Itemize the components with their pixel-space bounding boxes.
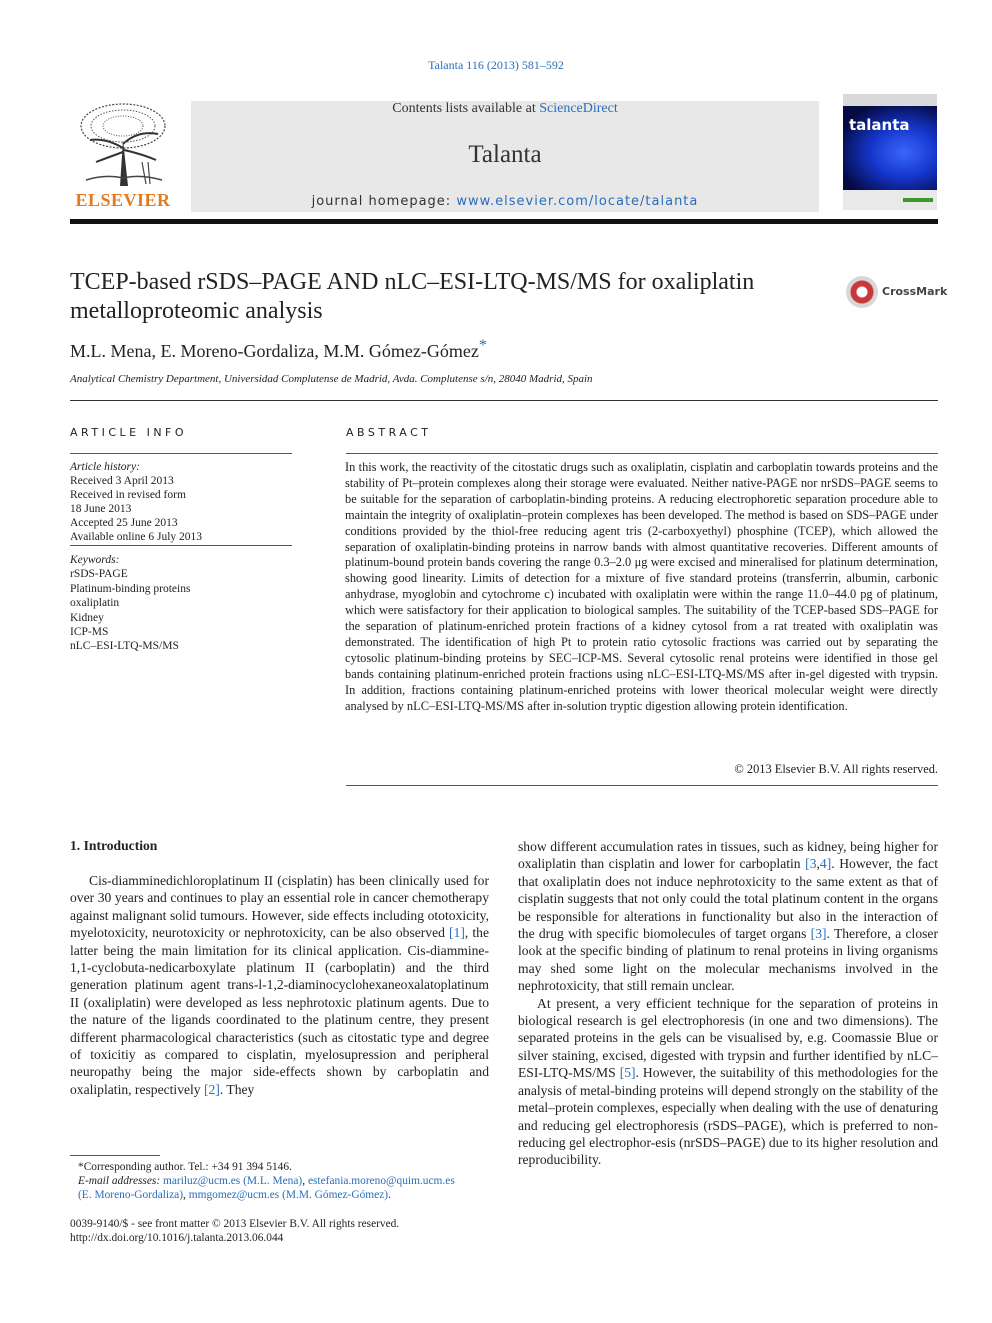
issn-doi (70, 1217, 489, 1245)
sciencedirect-link[interactable]: ScienceDirect (539, 101, 618, 116)
history-label: Article history: (70, 461, 140, 473)
author-names: M.L. Mena, E. Moreno-Gordaliza, M.M. Gómez-Gómez (70, 341, 479, 361)
footnotes (70, 1160, 489, 1203)
cover-top-strip (843, 94, 937, 106)
email-addresses (70, 1174, 489, 1202)
email-label: E-mail addresses: (78, 1175, 163, 1188)
crossmark-label: CrossMark (882, 285, 948, 298)
journal-citation[interactable]: Talanta 116 (2013) 581–592 (428, 58, 564, 72)
cover-green-bar (903, 198, 933, 202)
text: . (388, 1189, 391, 1202)
affiliation-rule (70, 400, 938, 401)
history-item: Available online 6 July 2013 (70, 531, 203, 543)
contents-line (191, 101, 819, 117)
homepage-line (191, 194, 819, 209)
keyword: ICP-MS (70, 626, 109, 639)
email-link[interactable]: mariluz@ucm.es (M.L. Mena) (163, 1175, 303, 1188)
text: . However, the fact that oxaliplatin does not induce nephrotoxicity to the same extent as that of cisplatin suggests that not only could the total platinum content in the organs be responsible for alterations in functionality but also in the interaction of the drug with specific biomolecules of target organs (518, 856, 938, 942)
email-link[interactable]: mmgomez@ucm.es (M.M. Gómez-Gómez) (188, 1189, 389, 1202)
doi-link[interactable]: http://dx.doi.org/10.1016/j.talanta.2013.06.044 (70, 1232, 284, 1245)
issn-line: 0039-9140/$ - see front matter © 2013 Elsevier B.V. All rights reserved. (70, 1218, 400, 1230)
keywords-rule (70, 545, 292, 546)
body-column-left (70, 872, 489, 1098)
citation-ref[interactable]: [1] (449, 925, 465, 941)
citation-ref[interactable]: 4] (819, 856, 832, 872)
history-item: 18 June 2013 (70, 503, 132, 515)
elsevier-tree-icon (76, 100, 170, 186)
text: , the latter being the main limitation for its clinical application. Cis-diammine-1,1-cyclobuta-nedicarboxylate platinum II (carboplatin) and the third generation platinum agent trans-l-1,2-diaminocyclohexaneoxalatoplatinum II (oxaliplatin) were developed as less nephrotoxic platinum agents. Due to the nature of the ligands coordinated to the platinum centre, they present different pharmacological characteristics (such as citostatic type and degree of toxicitiy as compared to cisplatin, myelosupression and peripheral neuropathy being the major side-effects shown by carboplatin and oxaliplatin, respectively (70, 925, 489, 1097)
keywords (70, 553, 292, 654)
keyword: oxaliplatin (70, 597, 120, 610)
text: Cis-diamminedichloroplatinum II (cisplatin) has been clinically used for over 30 years and continues to play an essential role in cancer chemotherapy against malignant solid tumours. However, side effects including ototoxicity, myelotoxicity, neurotoxicity or nephrotoxicity, can be also observed (70, 873, 489, 941)
text: . They (219, 1081, 255, 1097)
email-link[interactable]: estefania.moreno@quim.ucm.es (307, 1175, 455, 1188)
section-heading-introduction: 1. Introduction (70, 838, 158, 853)
paragraph (518, 838, 938, 995)
article-info-heading: ARTICLE INFO (70, 426, 188, 439)
keyword: rSDS-PAGE (70, 568, 128, 581)
journal-cover[interactable] (843, 94, 937, 210)
text: At present, a very efficient technique for the separation of proteins in biological research is gel electrophoresis (in one and two dimensions). The separated proteins in the gels can be visualised by, e.g. Coomassie Blue or silver staining, excised, digested with trypsin and further identified by nLC–ESI-LTQ-MS/MS (518, 995, 938, 1081)
citation-ref[interactable]: [5] (619, 1065, 636, 1081)
keyword: Kidney (70, 611, 104, 624)
citation-ref[interactable]: [3] (810, 926, 827, 942)
history-item: Received 3 April 2013 (70, 475, 174, 487)
email-link[interactable]: (E. Moreno-Gordaliza) (78, 1189, 184, 1202)
text: . However, the suitability of this methodologies for the analysis of metal-binding proteins will depend strongly on the stability of the metal–protein complexes, especially when dealing with the use of denaturing and reducing gel electrophoresis (rSDS–PAGE), which is preferred to non-reducing gel electrophor-esis (nrSDS–PAGE) due to its higher resolution and reproducibility. (518, 1065, 938, 1168)
homepage-link[interactable]: www.elsevier.com/locate/talanta (456, 194, 699, 209)
crossmark-button[interactable] (846, 276, 946, 310)
homepage-prefix: journal homepage: (311, 194, 457, 209)
abstract-copyright: © 2013 Elsevier B.V. All rights reserved. (734, 762, 938, 776)
contents-prefix: Contents lists available at (392, 101, 540, 116)
cover-title: talanta (849, 116, 910, 134)
journal-banner (191, 101, 819, 212)
citation-ref[interactable]: [2] (204, 1081, 220, 1097)
article-info-rule (70, 453, 292, 454)
keywords-label: Keywords: (70, 554, 120, 566)
abstract-text: In this work, the reactivity of the citostatic drugs such as oxaliplatin, cisplatin and carboplatin towards proteins and the stability of Pt–protein complexes along their storage were evaluated. Neither native-PAGE nor nrSDS–PAGE seems to be suitable for the separation of carboplatin-binding proteins. A reducing electrophoretic separation procedure able to maintain the integrity of oxaliplatin–protein complexes has been developed. The method is based on SDS–PAGE under conditions provided by the thiol-free reducing agent tris (2-carboxyethyl) phosphine (TCEP), which allowed the separation of oxaliplatin-binding proteins in narrow bands with almost quantitative recoveries. Different amounts of platinum-bound protein bands covering the range 0.3–2.0 μg were excised and mineralised for platinum determination, showing good linearity. Limits of detection for a mixture of five standard proteins (transferrin, albumin, carbonic anhydrase, myoglobin and cytochrome c) incubated with oxaliplatin were within the range 11.0–44.0 pg of platinum, which were satisfactory for their application to biological samples. The suitability of the TCEP-based SDS–PAGE for the separation of platinum-enriched protein fractions of a kidney cytosol from a rat treated with oxaliplatin was demonstrated. The identification of high Pt to protein ratio cytosolic fractions was carried out by separating the cytosolic platinum-binding proteins by SEC–ICP-MS. Several cytosolic renal proteins were identified in those gel bands containing platinum-enriched protein fractions using nLC–ESI-LTQ-MS/MS after in-gel digested with trypsin. In addition, fractions containing platinum-enriched proteins with lower theorical molecular weight were directly analysed by nLC–ESI-LTQ-MS/MS after in-solution tryptic digestion allowing protein identification. (345, 460, 938, 713)
keyword: nLC–ESI-LTQ-MS/MS (70, 640, 179, 653)
history-item: Accepted 25 June 2013 (70, 517, 178, 529)
history-item: Received in revised form (70, 489, 186, 501)
article-history (70, 460, 292, 544)
crossmark-icon (846, 276, 878, 308)
text: , (183, 1189, 189, 1202)
citation-ref[interactable]: [3 (805, 856, 817, 872)
keyword: Platinum-binding proteins (70, 582, 191, 595)
header-rule (70, 219, 938, 224)
journal-name: Talanta (468, 141, 542, 168)
text: , (302, 1175, 308, 1188)
author-list (70, 337, 487, 362)
paragraph (518, 995, 938, 1169)
abstract-rule (346, 453, 938, 454)
paragraph (70, 872, 489, 1098)
article-title: TCEP-based rSDS–PAGE AND nLC–ESI-LTQ-MS/MS for oxaliplatin metalloproteomic analysis (70, 269, 755, 324)
footnote-rule (70, 1155, 160, 1156)
text: . Therefore, a closer look at the specific binding of platinum to renal proteins in living organisms may shed some light on the molecular mechanisms involved in the nephrotoxicity, that still remain unclear. (518, 926, 938, 994)
corresponding-author-mark[interactable]: * (478, 337, 487, 354)
body-column-right (518, 838, 938, 1169)
text: , (816, 856, 820, 872)
affiliation: Analytical Chemistry Department, Universidad Complutense de Madrid, Avda. Complutense s/n, 28040 Madrid, Spain (70, 373, 593, 385)
abstract-heading: ABSTRACT (346, 426, 432, 439)
corresponding-author-note: *Corresponding author. Tel.: +34 91 394 5146. (78, 1161, 292, 1173)
abstract-bottom-rule (346, 785, 938, 786)
elsevier-wordmark: ELSEVIER (75, 190, 171, 210)
text: show different accumulation rates in tissues, such as kidney, being higher for oxaliplatin than cisplatin and lower for carboplatin (518, 839, 938, 872)
elsevier-logo (70, 100, 176, 212)
